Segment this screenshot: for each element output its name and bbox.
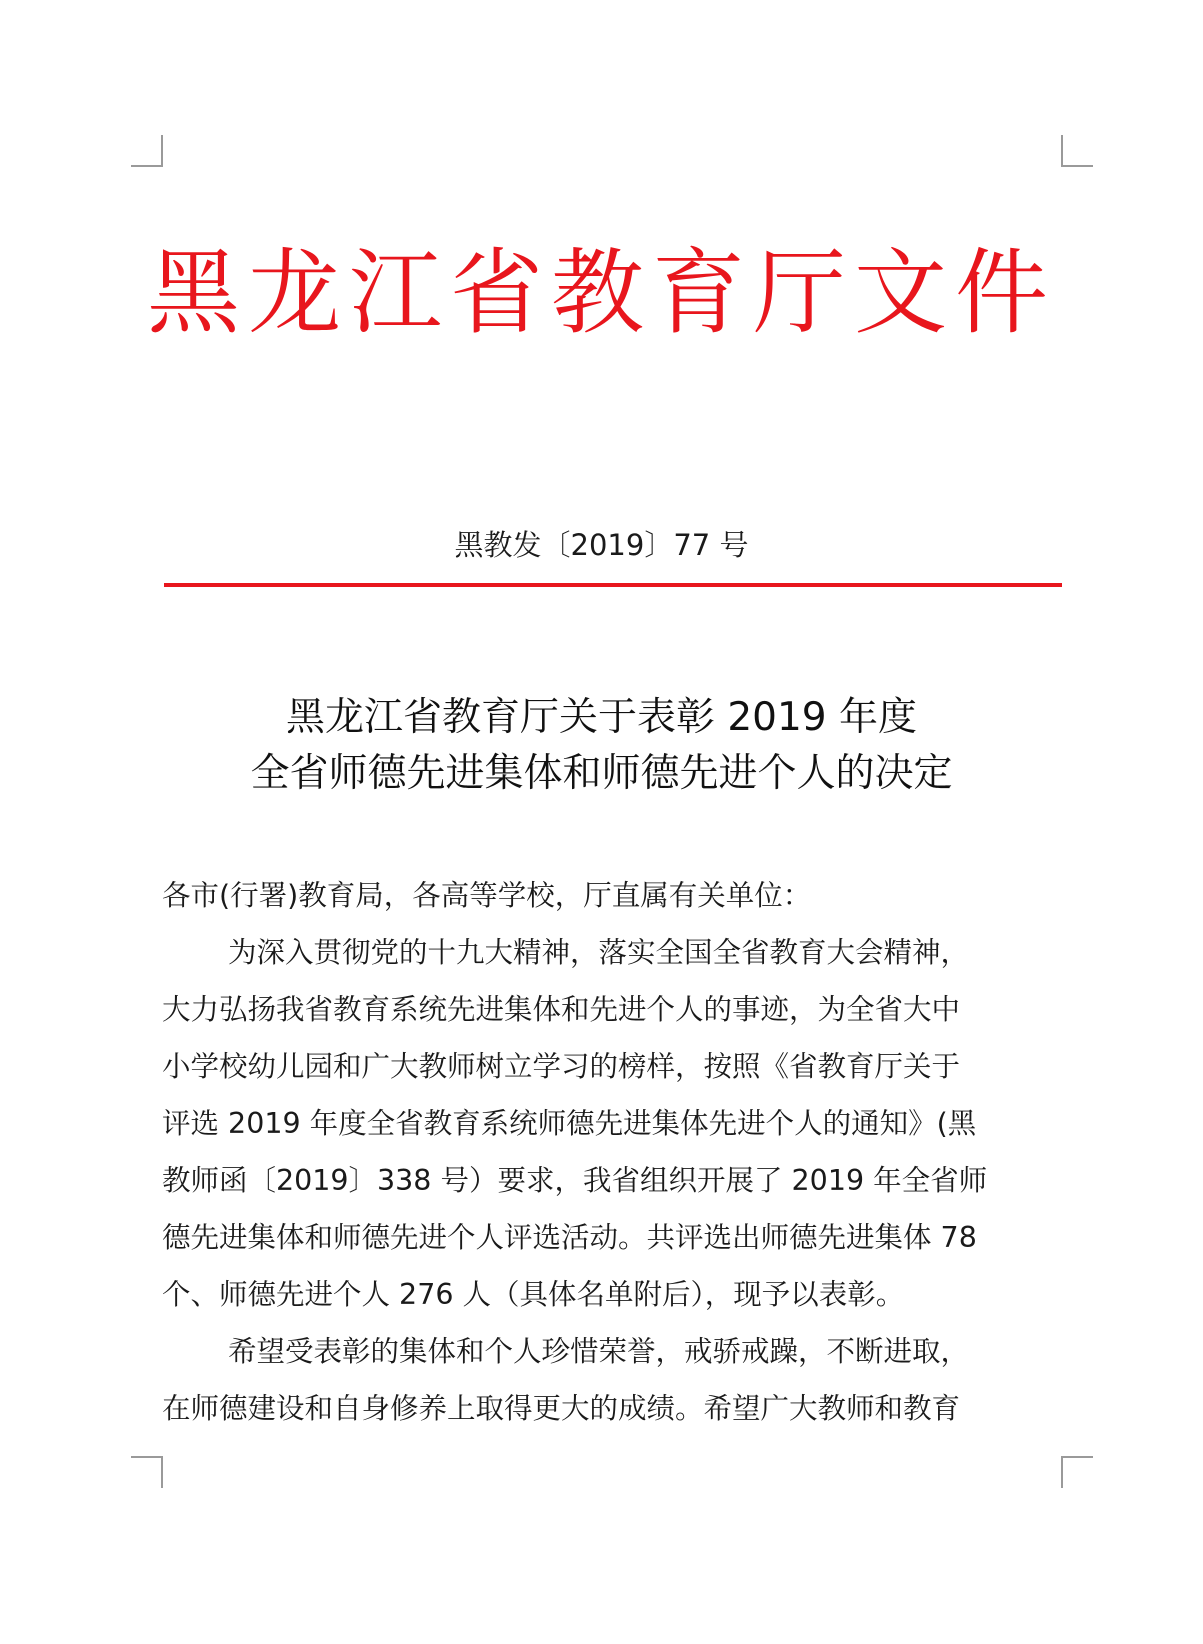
body-line: 希望受表彰的集体和个人珍惜荣誉，戒骄戒躁，不断进取， (228, 1335, 970, 1368)
crop-mark-bottom-right (1061, 1456, 1093, 1488)
crop-mark-top-right (1061, 135, 1093, 167)
body-line: 个、师德先进个人 276 人（具体名单附后），现予以表彰。 (162, 1278, 905, 1311)
document-number: 黑教发〔2019〕77 号 (454, 528, 749, 562)
document-body (162, 867, 1062, 1437)
body-line: 在师德建设和自身修养上取得更大的成绩。希望广大教师和教育 (162, 1392, 961, 1425)
document-masthead: 黑龙江省教育厅文件 (147, 239, 1056, 347)
title-line-2: 全省师德先进集体和师德先进个人的决定 (250, 751, 953, 796)
body-line: 大力弘扬我省教育系统先进集体和先进个人的事迹，为全省大中 (162, 993, 961, 1026)
crop-mark-top-left (131, 135, 163, 167)
body-line: 德先进集体和师德先进个人评选活动。共评选出师德先进集体 78 (162, 1221, 977, 1254)
title-line-1: 黑龙江省教育厅关于表彰 2019 年度 (285, 695, 918, 740)
salutation: 各市(行署)教育局，各高等学校，厅直属有关单位： (162, 879, 812, 912)
body-line: 教师函〔2019〕338 号）要求，我省组织开展了 2019 年全省师 (162, 1164, 988, 1197)
crop-mark-bottom-left (131, 1456, 163, 1488)
body-line: 小学校幼儿园和广大教师树立学习的榜样，按照《省教育厅关于 (162, 1050, 961, 1083)
body-line: 评选 2019 年度全省教育系统师德先进集体先进个人的通知》(黑 (162, 1107, 977, 1140)
red-separator-line (164, 583, 1062, 587)
body-line: 为深入贯彻党的十九大精神，落实全国全省教育大会精神， (228, 936, 970, 969)
document-title (0, 690, 1203, 802)
